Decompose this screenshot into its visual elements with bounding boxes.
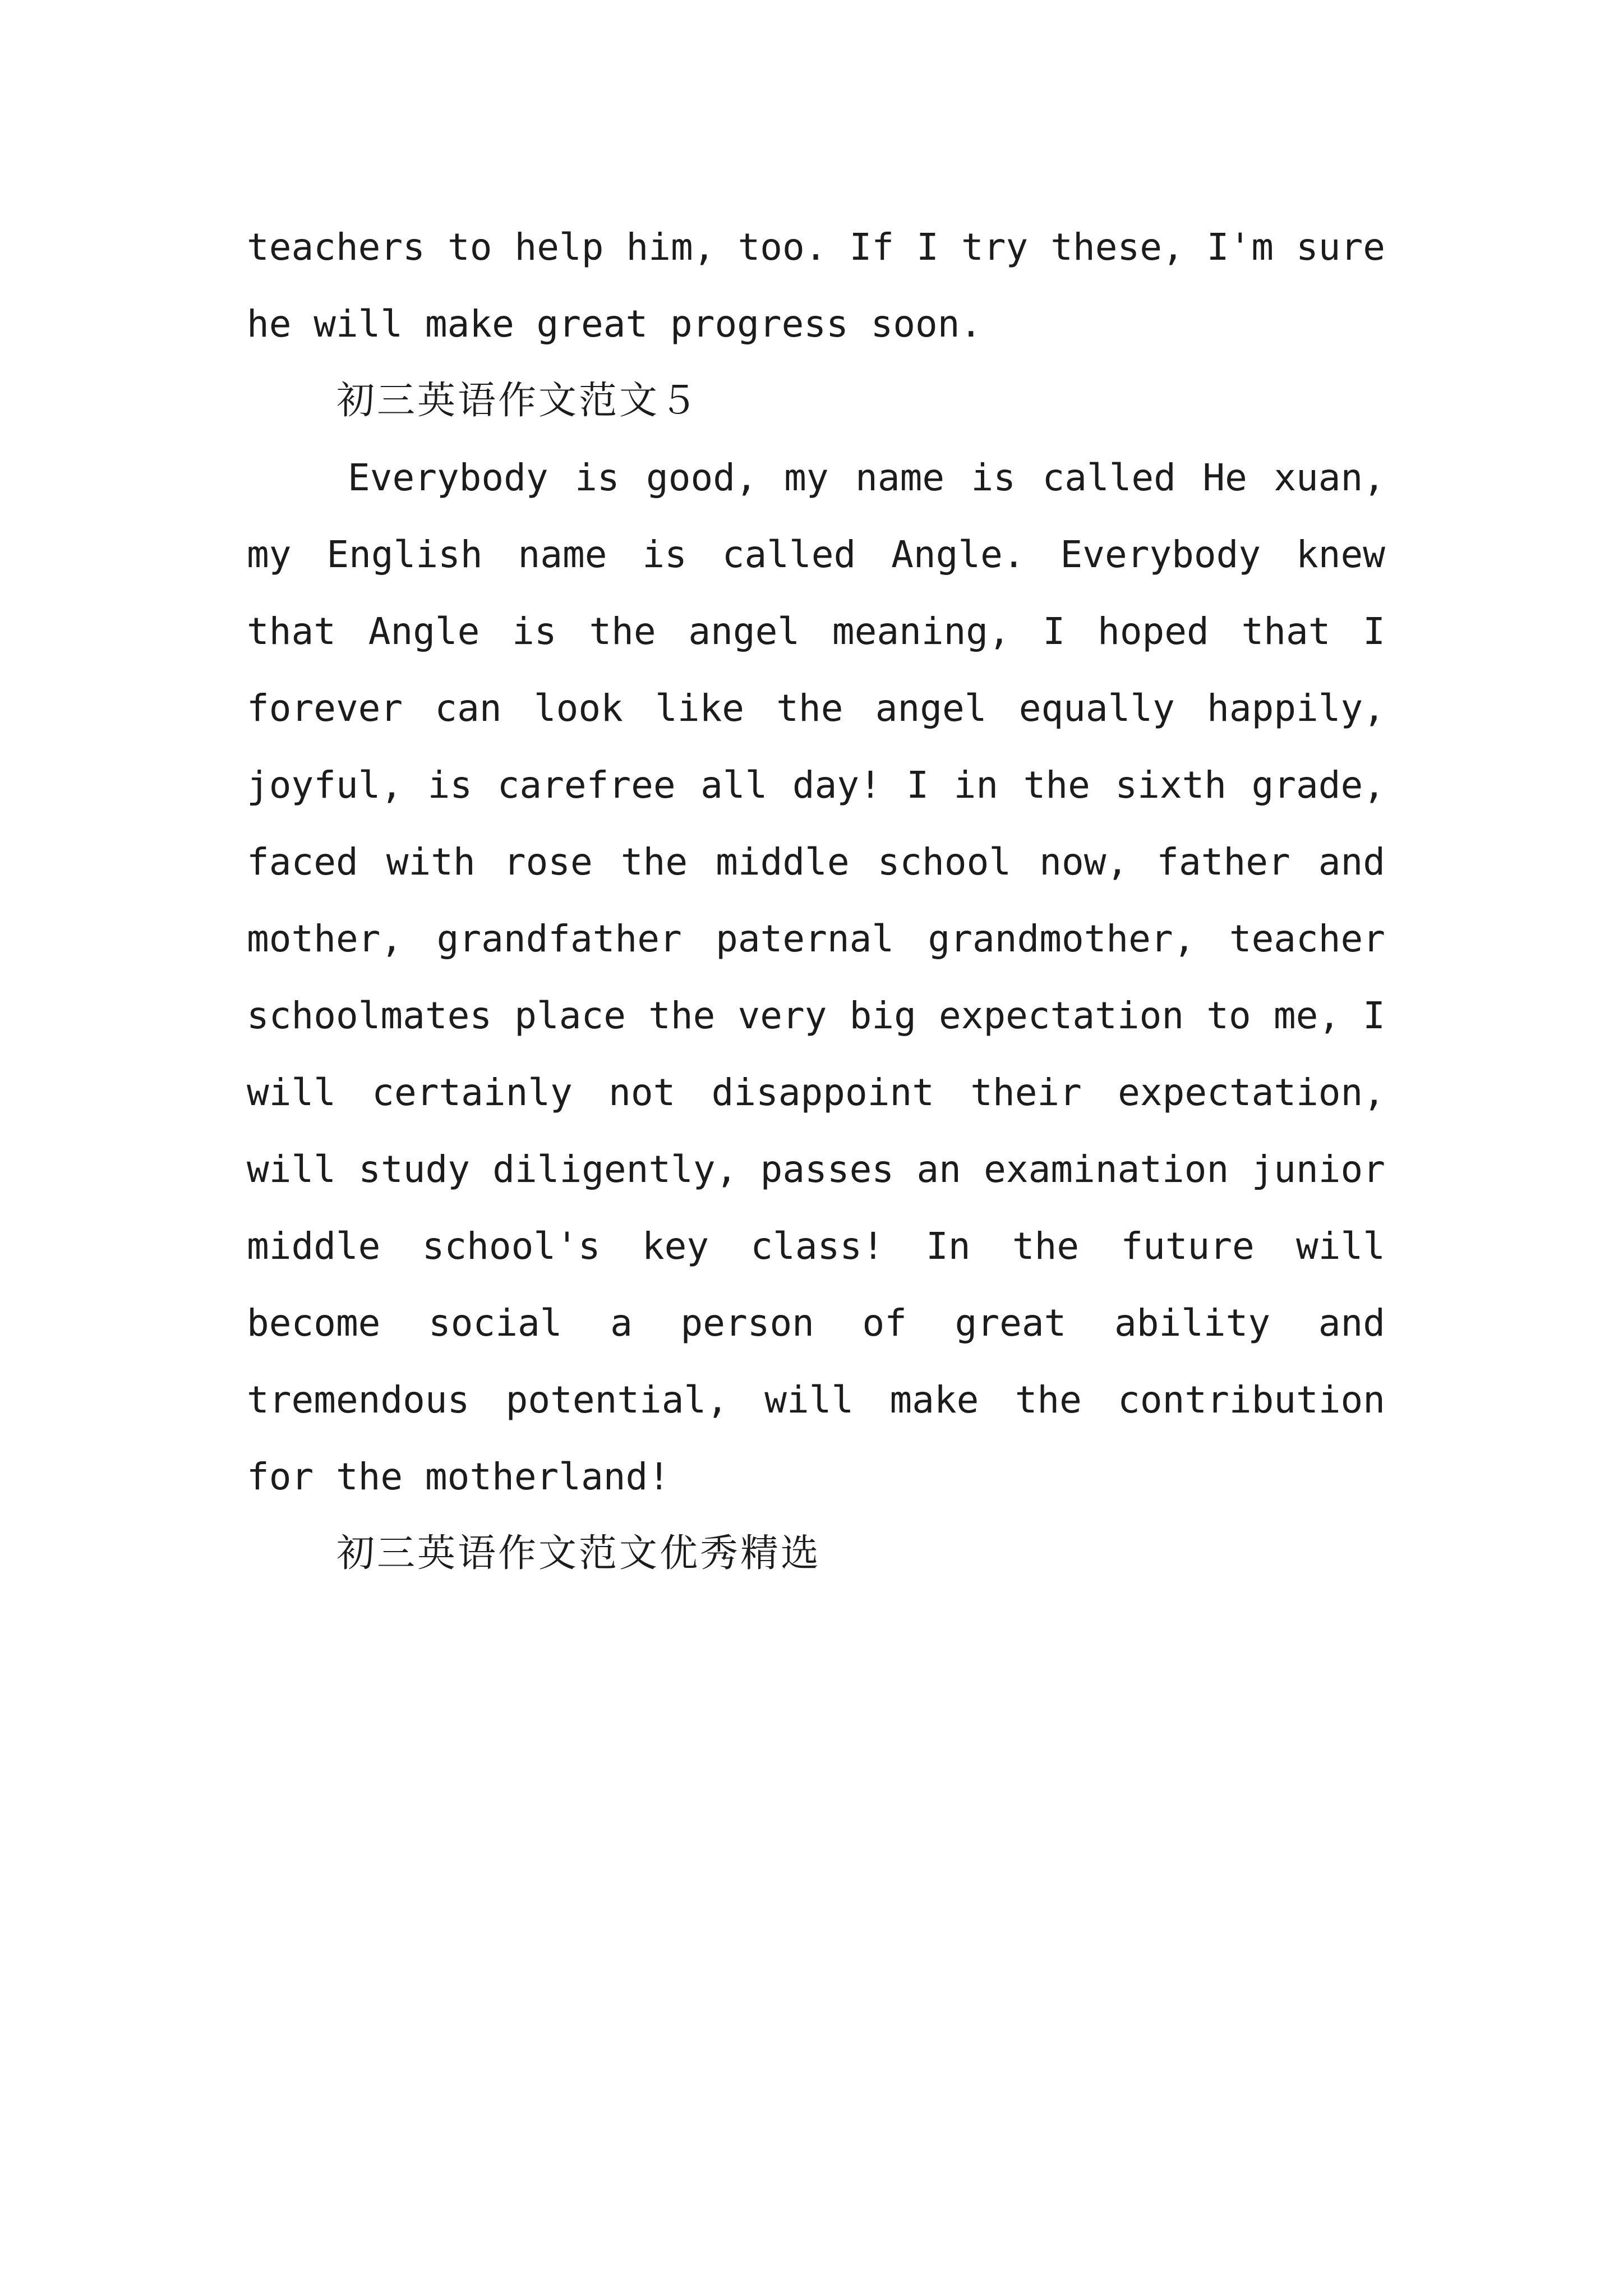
paragraph-line: he will make great progress soon. (247, 302, 983, 346)
paragraph-line: tremendous potential, will make the contribution (247, 1378, 1385, 1421)
paragraph-line: teachers to help him, too. If I try these, I'm sure (247, 226, 1385, 269)
paragraph-line: will study diligently, passes an examination junior (247, 1148, 1385, 1191)
paragraph-line: for the motherland! (247, 1455, 670, 1498)
document-body (247, 209, 1385, 1592)
paragraph-line: Everybody is good, my name is called He xuan, (348, 456, 1385, 499)
paragraph-line: joyful, is carefree all day! I in the sixth grade, (247, 763, 1385, 807)
paragraph-line: mother, grandfather paternal grandmother, teacher (247, 917, 1385, 960)
paragraph-line: become social a person of great ability and (247, 1301, 1385, 1345)
paragraph-line: middle school's key class! In the future will (247, 1225, 1385, 1268)
paragraph-line: faced with rose the middle school now, father and (247, 840, 1385, 884)
paragraph-line: schoolmates place the very big expectation to me, I (247, 994, 1385, 1037)
paragraph-line: my English name is called Angle. Everybody knew (247, 533, 1385, 576)
paragraph-line: will certainly not disappoint their expectation, (247, 1071, 1385, 1114)
paragraph-line: that Angle is the angel meaning, I hoped that I (247, 610, 1385, 653)
section-heading-final: 初三英语作文范文优秀精选 (336, 1531, 822, 1576)
section-heading-5: 初三英语作文范文５ (336, 379, 700, 423)
paragraph-line: forever can look like the angel equally happily, (247, 687, 1385, 730)
